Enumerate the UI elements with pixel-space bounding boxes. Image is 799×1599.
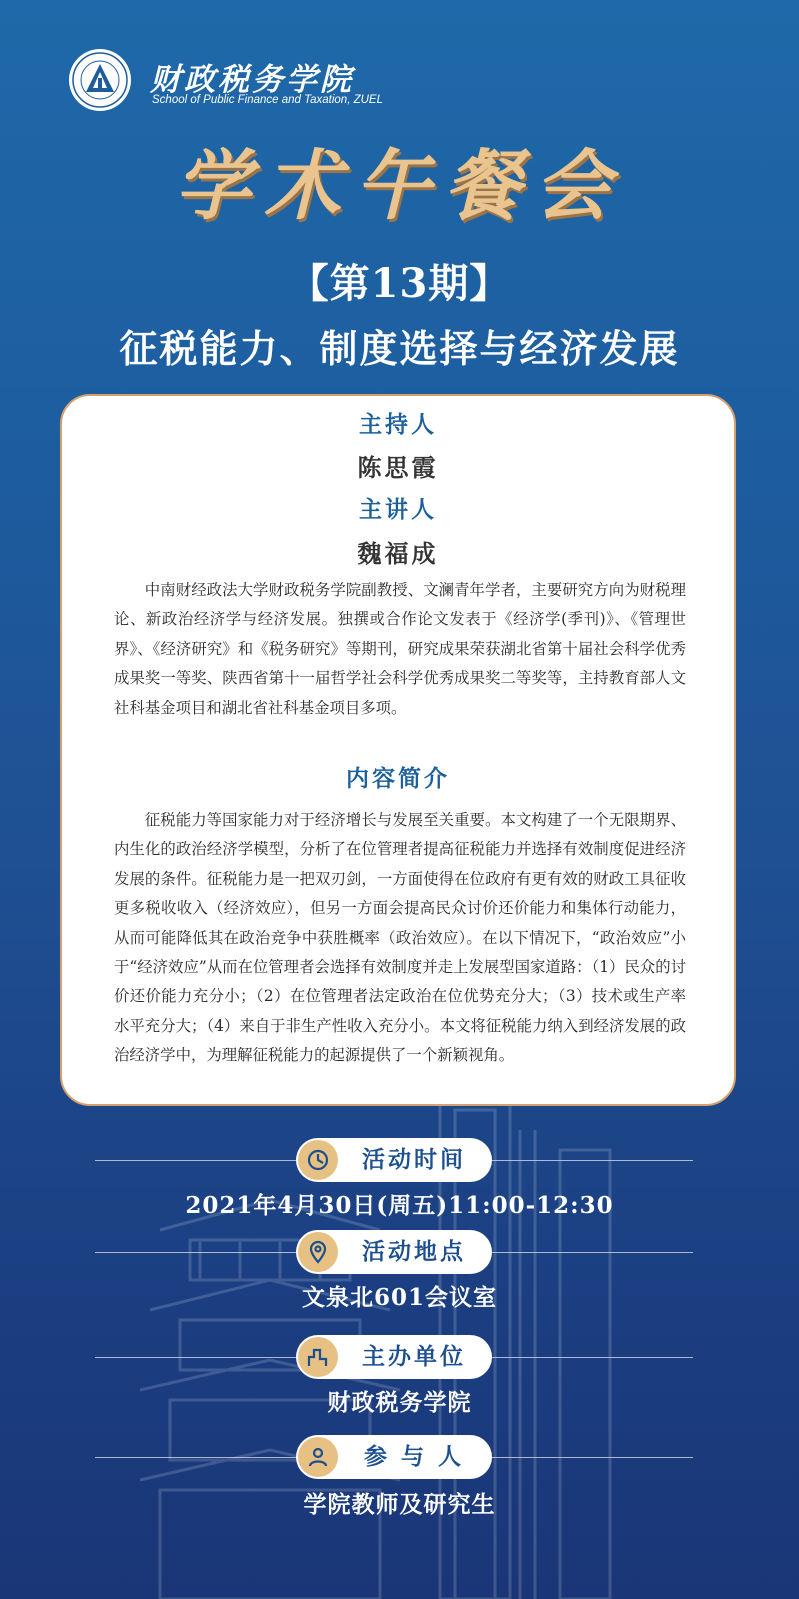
university-seal-logo <box>68 48 132 112</box>
time-label: 活动时间 <box>362 1146 466 1173</box>
clock-icon <box>298 1140 338 1180</box>
school-name-cn: 财政税务学院 <box>150 62 354 98</box>
time-value: 2021年4月30日(周五)11:00-12:30 <box>185 1192 614 1219</box>
talk-topic: 征税能力、制度选择与经济发展 <box>119 326 680 371</box>
time-pill <box>296 1138 492 1182</box>
building-icon <box>298 1337 338 1377</box>
person-icon <box>298 1437 338 1477</box>
organizer-value: 财政税务学院 <box>327 1389 472 1416</box>
speaker-name: 魏福成 <box>357 539 439 568</box>
speaker-bio: 中南财经政法大学财政税务学院副教授、文澜青年学者，主要研究方向为财税理论、新政治经济学与经济发展。独撰或合作论文发表于《经济学(季刊)》、《管理世界》、《经济研究》和《税务研究》等期刊，研究成果荣获湖北省第十届社会科学优秀成果奖一等奖、陕西省第十一届哲学社会科学优秀成果奖二等奖等，主持教育部人文社科基金项目和湖北省社科基金项目多项。 <box>114 581 686 717</box>
event-title: 学术午餐会 <box>174 141 625 230</box>
abstract-text: 征税能力等国家能力对于经济增长与发展至关重要。本文构建了一个无限期界、内生化的政治经济学模型，分析了在位管理者提高征税能力并选择有效制度促进经济发展的条件。征税能力是一把双刃剑，一方面使得在位政府有更有效的财政工具征收更多税收收入（经济效应），但另一方面会提高民众讨价还价能力和集体行动能力，从而可能降低其在政治竞争中获胜概率（政治效应）。在以下情况下，“政治效应”小于“经济效应”从而在位管理者会选择有效制度并走上发展型国家道路：（1）民众的讨价还价能力充分小；（2）在位管理者法定政治在位优势充分大；（3）技术或生产率水平充分大；（4）来自于非生产性收入充分小。本文将征税能力纳入到经济发展的政治经济学中，为理解征税能力的起源提供了一个新颖视角。 <box>114 811 686 1065</box>
content-card <box>60 394 736 1106</box>
participants-pill <box>296 1435 492 1479</box>
host-name: 陈思霞 <box>357 453 439 482</box>
issue-number: 【第13期】 <box>288 260 511 307</box>
abstract-label: 内容简介 <box>346 765 450 792</box>
participants-label: 参 与 人 <box>363 1443 464 1470</box>
place-value: 文泉北601会议室 <box>301 1284 497 1311</box>
host-label: 主持人 <box>359 411 437 438</box>
school-name-en: School of Public Finance and Taxation, ZUEL <box>152 94 383 106</box>
organizer-label: 主办单位 <box>362 1343 466 1370</box>
organizer-pill <box>296 1335 492 1379</box>
speaker-label: 主讲人 <box>359 496 437 523</box>
place-label: 活动地点 <box>362 1238 466 1265</box>
place-pill <box>296 1230 492 1274</box>
location-pin-icon <box>298 1232 338 1272</box>
participants-value: 学院教师及研究生 <box>303 1491 496 1518</box>
